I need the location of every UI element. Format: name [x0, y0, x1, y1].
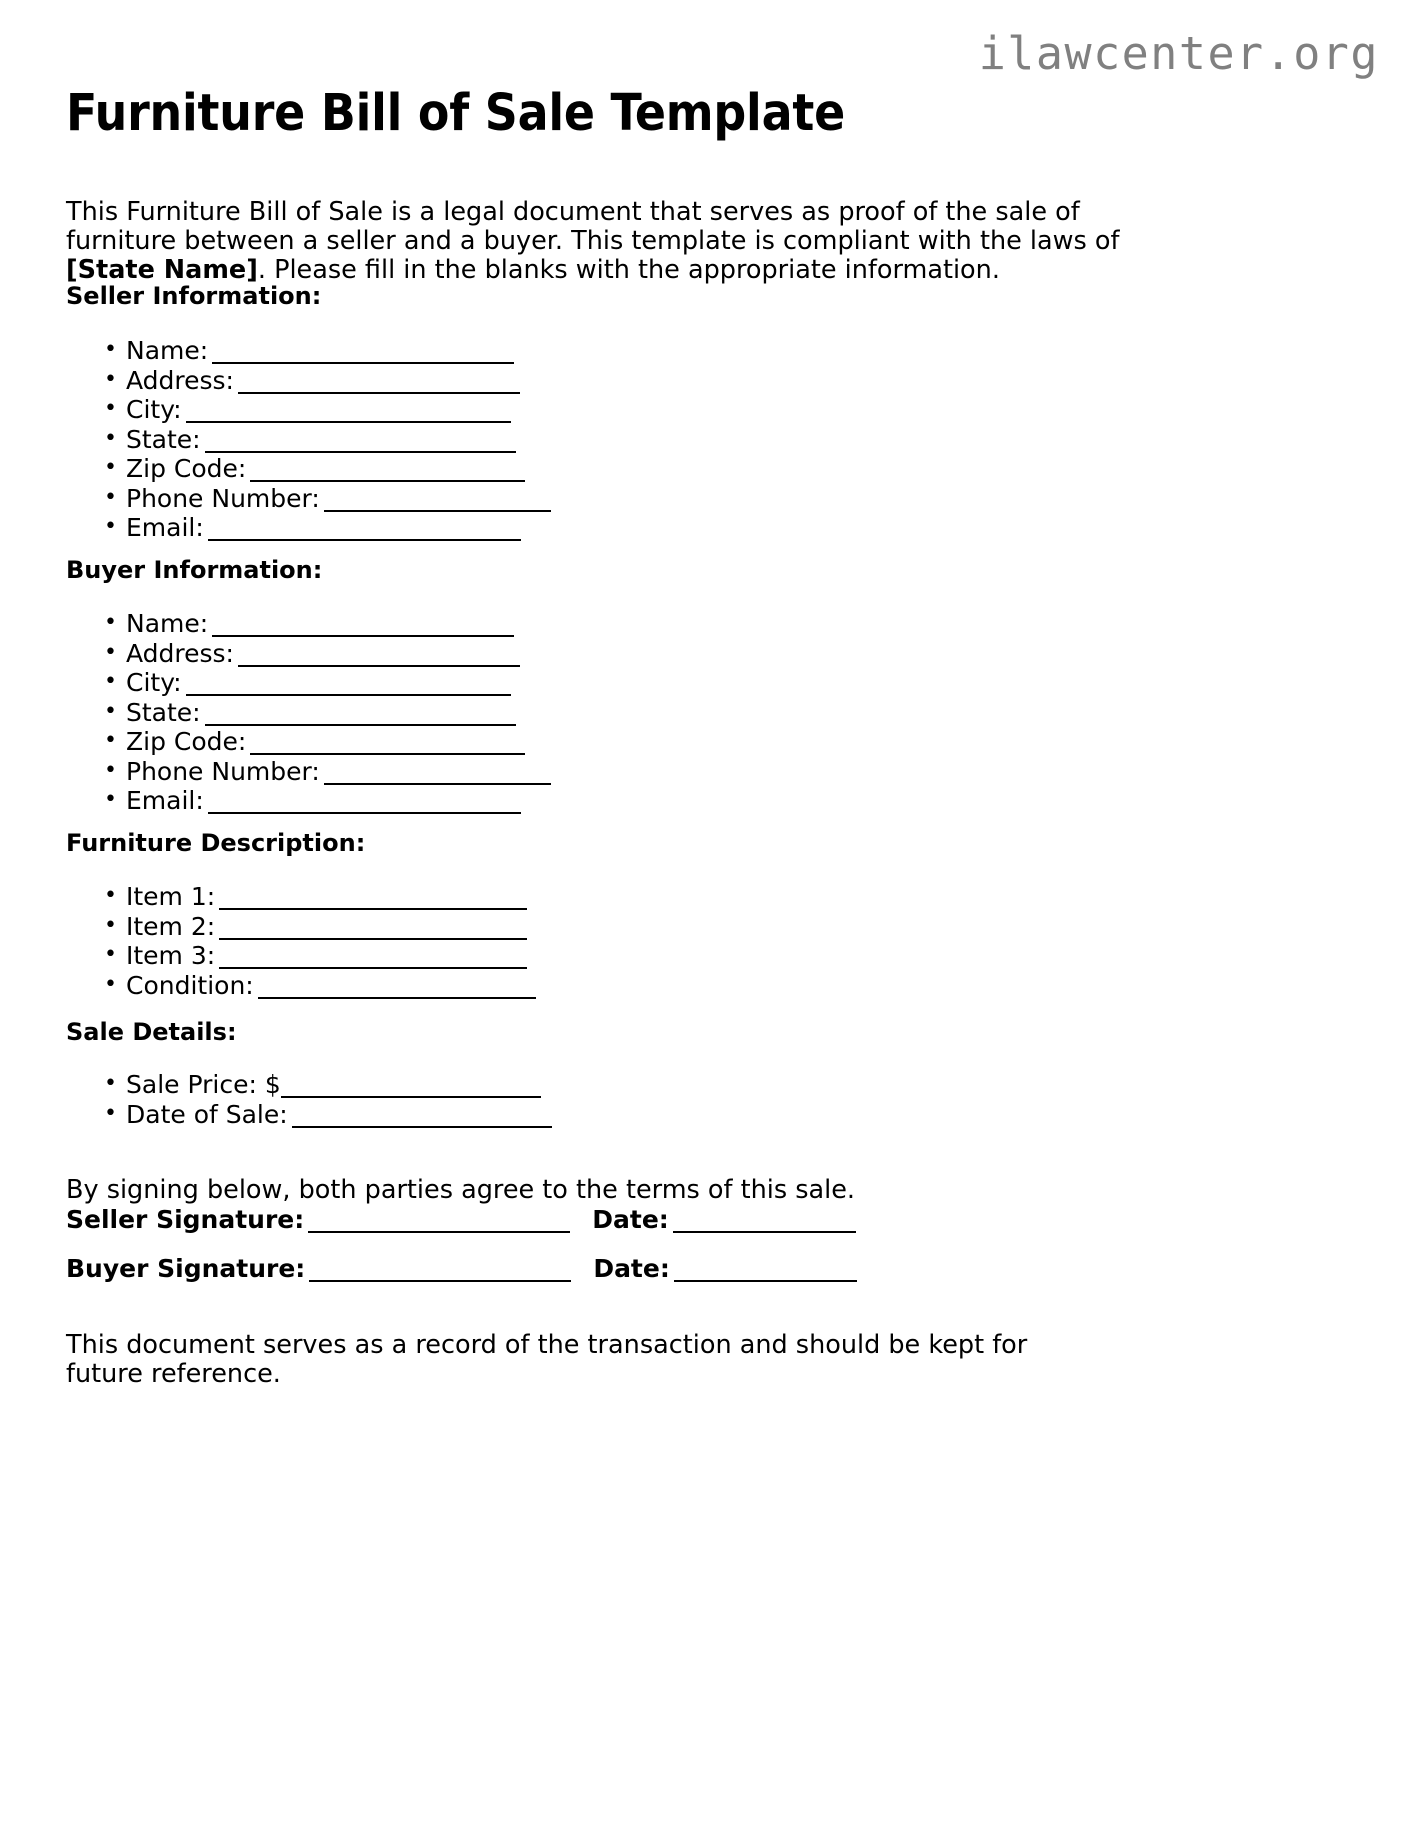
section-heading-buyer: Buyer Information:: [66, 556, 323, 584]
intro-text-before: This Furniture Bill of Sale is a legal document that serves as proof of the sale of furniture between a seller and a buyer. This template is compliant with the laws of: [66, 196, 1120, 256]
list-item: [66, 425, 551, 455]
field-label: Zip Code:: [126, 727, 247, 756]
field-blank[interactable]: [219, 921, 527, 940]
seller-signature-row: [66, 1205, 856, 1234]
field-blank[interactable]: [186, 677, 511, 696]
seller-information-list: [66, 336, 551, 543]
field-blank[interactable]: [186, 404, 511, 423]
field-blank[interactable]: [219, 891, 527, 910]
section-heading-seller: Seller Information:: [66, 282, 322, 310]
field-label: Zip Code:: [126, 454, 247, 483]
field-label: Sale Price: $: [126, 1070, 281, 1099]
field-blank[interactable]: [324, 493, 551, 512]
list-item: [66, 639, 551, 669]
field-label: Item 1:: [126, 882, 216, 911]
list-item: [66, 395, 551, 425]
list-item: [66, 971, 536, 1001]
list-item: [66, 941, 536, 971]
buyer-date-blank[interactable]: [674, 1263, 857, 1282]
list-item: [66, 727, 551, 757]
list-item: [66, 366, 551, 396]
field-blank[interactable]: [250, 736, 525, 755]
list-item: [66, 786, 551, 816]
field-blank[interactable]: [212, 618, 514, 637]
field-label: City:: [126, 668, 182, 697]
list-item: [66, 609, 551, 639]
site-watermark: ilawcenter.org: [978, 27, 1379, 80]
intro-text-after: . Please fill in the blanks with the appropriate information.: [257, 254, 1000, 285]
field-label: Item 3:: [126, 941, 216, 970]
field-blank[interactable]: [219, 950, 527, 969]
field-label: Phone Number:: [126, 756, 320, 786]
list-item: [66, 336, 551, 366]
field-label: Item 2:: [126, 911, 216, 941]
list-item: [66, 1070, 552, 1100]
state-name-placeholder: [State Name]: [66, 254, 258, 285]
buyer-signature-blank[interactable]: [309, 1263, 571, 1282]
field-label: Name:: [126, 609, 209, 638]
section-heading-furniture-description: Furniture Description:: [66, 829, 366, 857]
field-blank[interactable]: [324, 766, 551, 785]
field-blank[interactable]: [205, 434, 516, 453]
field-blank[interactable]: [212, 345, 514, 364]
seller-date-label: Date:: [592, 1205, 669, 1234]
field-label: City:: [126, 395, 182, 424]
field-blank[interactable]: [205, 707, 516, 726]
field-blank[interactable]: [238, 375, 520, 394]
list-item: [66, 698, 551, 728]
sale-details-list: [66, 1070, 552, 1129]
field-label: State:: [126, 424, 201, 454]
field-blank[interactable]: [250, 463, 525, 482]
seller-signature-label: Seller Signature:: [66, 1205, 305, 1234]
seller-signature-blank[interactable]: [308, 1214, 570, 1233]
buyer-information-list: [66, 609, 551, 816]
section-heading-sale-details: Sale Details:: [66, 1018, 237, 1046]
field-label: Email:: [126, 786, 204, 815]
list-item: [66, 513, 551, 543]
list-item: [66, 1100, 552, 1130]
list-item: [66, 454, 551, 484]
seller-date-blank[interactable]: [673, 1214, 856, 1233]
field-blank[interactable]: [281, 1079, 541, 1098]
buyer-date-label: Date:: [593, 1254, 670, 1283]
buyer-signature-label: Buyer Signature:: [66, 1254, 306, 1283]
list-item: [66, 757, 551, 787]
list-item: [66, 882, 536, 912]
field-label: Address:: [126, 638, 234, 668]
list-item: [66, 668, 551, 698]
field-blank[interactable]: [258, 980, 536, 999]
list-item: [66, 484, 551, 514]
field-label: Email:: [126, 513, 204, 542]
page-title: Furniture Bill of Sale Template: [66, 84, 845, 143]
list-item: [66, 912, 536, 942]
furniture-description-list: [66, 882, 536, 1000]
field-label: Date of Sale:: [126, 1099, 288, 1129]
field-label: Phone Number:: [126, 483, 320, 513]
intro-paragraph: [66, 198, 1126, 285]
field-label: Address:: [126, 365, 234, 395]
field-blank[interactable]: [208, 795, 521, 814]
field-blank[interactable]: [238, 648, 520, 667]
field-blank[interactable]: [292, 1109, 552, 1128]
field-label: State:: [126, 697, 201, 727]
buyer-signature-row: [66, 1254, 857, 1283]
field-label: Name:: [126, 336, 209, 365]
field-blank[interactable]: [208, 522, 521, 541]
agreement-paragraph: By signing below, both parties agree to the terms of this sale.: [66, 1174, 856, 1205]
field-label: Condition:: [126, 970, 254, 1000]
closing-paragraph: This document serves as a record of the transaction and should be kept for future reference.: [66, 1329, 1028, 1389]
